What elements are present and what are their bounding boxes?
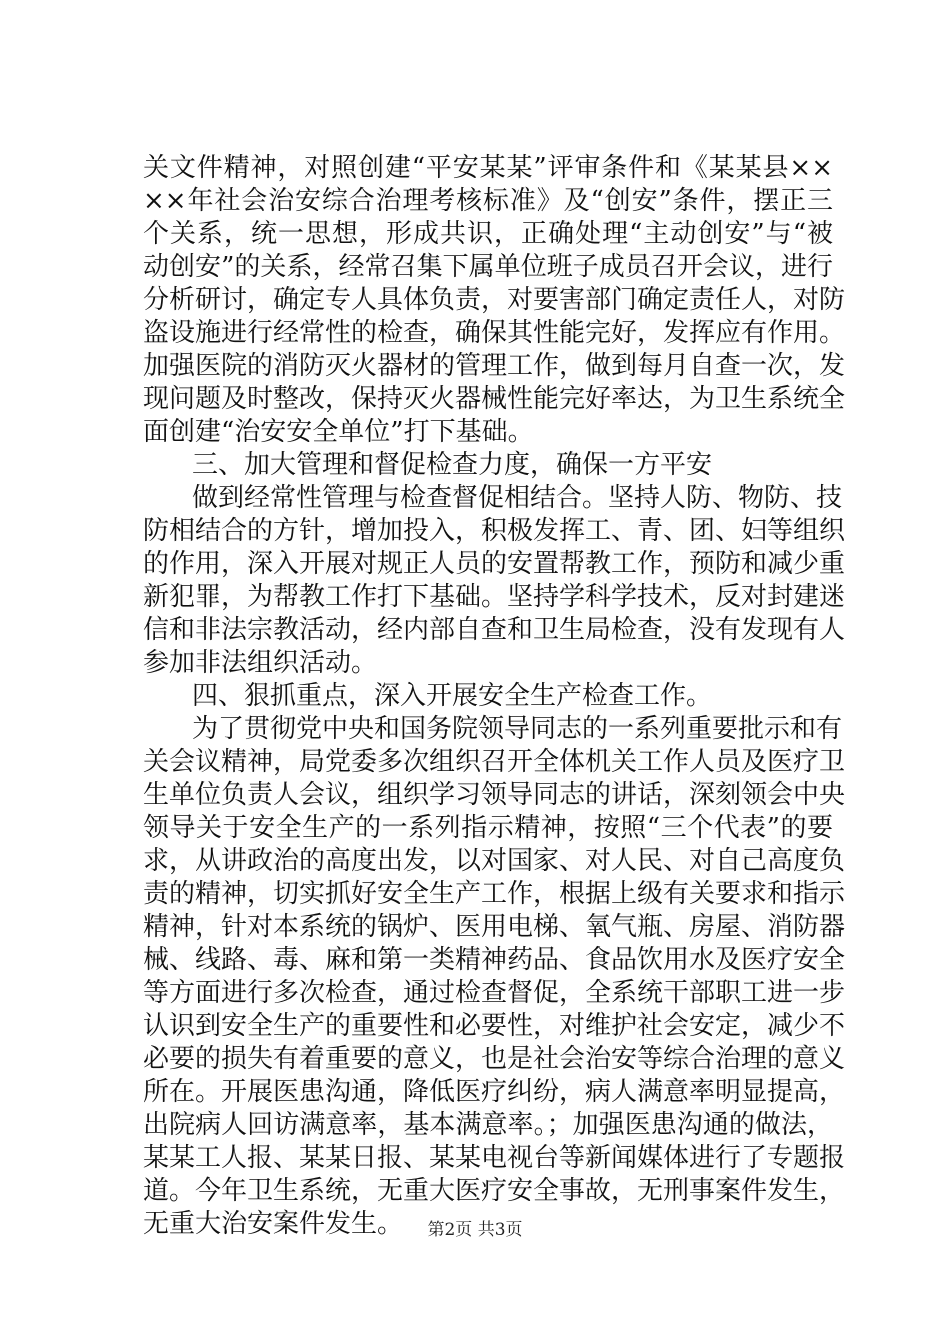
section-heading-4: 四、狠抓重点，深入开展安全生产检查工作。 [192, 681, 713, 711]
page-number-footer: 第2页 共3页 [427, 1220, 523, 1240]
text-line: 所在。开展医患沟通，降低医疗纠纷，病人满意率明显提高， [143, 1077, 846, 1107]
text-line: 必要的损失有着重要的意义，也是社会治安等综合治理的意义 [143, 1044, 846, 1074]
text-line: 新犯罪，为帮教工作打下基础。坚持学科学技术，反对封建迷 [143, 582, 846, 612]
text-line: 械、线路、毒、麻和第一类精神药品、食品饮用水及医疗安全 [143, 945, 846, 975]
text-line: 个关系，统一思想，形成共识，正确处理“主动创安”与“被 [143, 219, 833, 249]
text-line: 加强医院的消防灭火器材的管理工作，做到每月自查一次，发 [143, 351, 846, 381]
text-line: 责的精神，切实抓好安全生产工作，根据上级有关要求和指示 [143, 879, 846, 909]
text-line: 面创建“治安安全单位”打下基础。 [143, 417, 534, 447]
text-line: 求，从讲政治的高度出发，以对国家、对人民、对自己高度负 [143, 846, 846, 876]
text-line: 生单位负责人会议，组织学习领导同志的讲话，深刻领会中央 [143, 780, 846, 810]
text-line: 关会议精神，局党委多次组织召开全体机关工作人员及医疗卫 [143, 747, 846, 777]
text-line: 做到经常性管理与检查督促相结合。坚持人防、物防、技 [192, 483, 843, 513]
text-line: 防相结合的方针，增加投入，积极发挥工、青、团、妇等组织 [143, 516, 846, 546]
text-line: 参加非法组织活动。 [143, 648, 378, 678]
text-line: 无重大治安案件发生。 [143, 1209, 404, 1239]
text-line: 的作用，深入开展对规正人员的安置帮教工作，预防和减少重 [143, 549, 846, 579]
text-line: 盗设施进行经常性的检查，确保其性能完好，发挥应有作用。 [143, 318, 846, 348]
text-line: 现问题及时整改，保持灭火器械性能完好率达，为卫生系统全 [143, 384, 846, 414]
text-line: 道。今年卫生系统，无重大医疗安全事故，无刑事案件发生， [143, 1176, 846, 1206]
text-line: 出院病人回访满意率，基本满意率。；加强医患沟通的做法， [143, 1110, 833, 1140]
document-body [143, 152, 846, 1241]
text-line: 信和非法宗教活动，经内部自查和卫生局检查，没有发现有人 [143, 615, 846, 645]
text-line: 动创安”的关系，经常召集下属单位班子成员召开会议，进行 [143, 252, 833, 282]
text-line: 精神，针对本系统的锅炉、医用电梯、氧气瓶、房屋、消防器 [143, 912, 846, 942]
text-line: 等方面进行多次检查，通过检查督促，全系统干部职工进一步 [143, 978, 846, 1008]
text-line: 领导关于安全生产的一系列指示精神，按照“三个代表”的要 [143, 813, 833, 843]
text-line: 为了贯彻党中央和国务院领导同志的一系列重要批示和有 [192, 714, 843, 744]
text-line: 某某工人报、某某日报、某某电视台等新闻媒体进行了专题报 [143, 1143, 846, 1173]
text-line: 分析研讨，确定专人具体负责，对要害部门确定责任人，对防 [143, 285, 846, 315]
section-heading-3: 三、加大管理和督促检查力度，确保一方平安 [192, 450, 713, 480]
text-line: 认识到安全生产的重要性和必要性，对维护社会安定，减少不 [143, 1011, 846, 1041]
text-line: ××年社会治安综合治理考核标准》及“创安”条件，摆正三 [143, 186, 833, 216]
text-line: 关文件精神，对照创建“平安某某”评审条件和《某某县×× [143, 153, 833, 183]
